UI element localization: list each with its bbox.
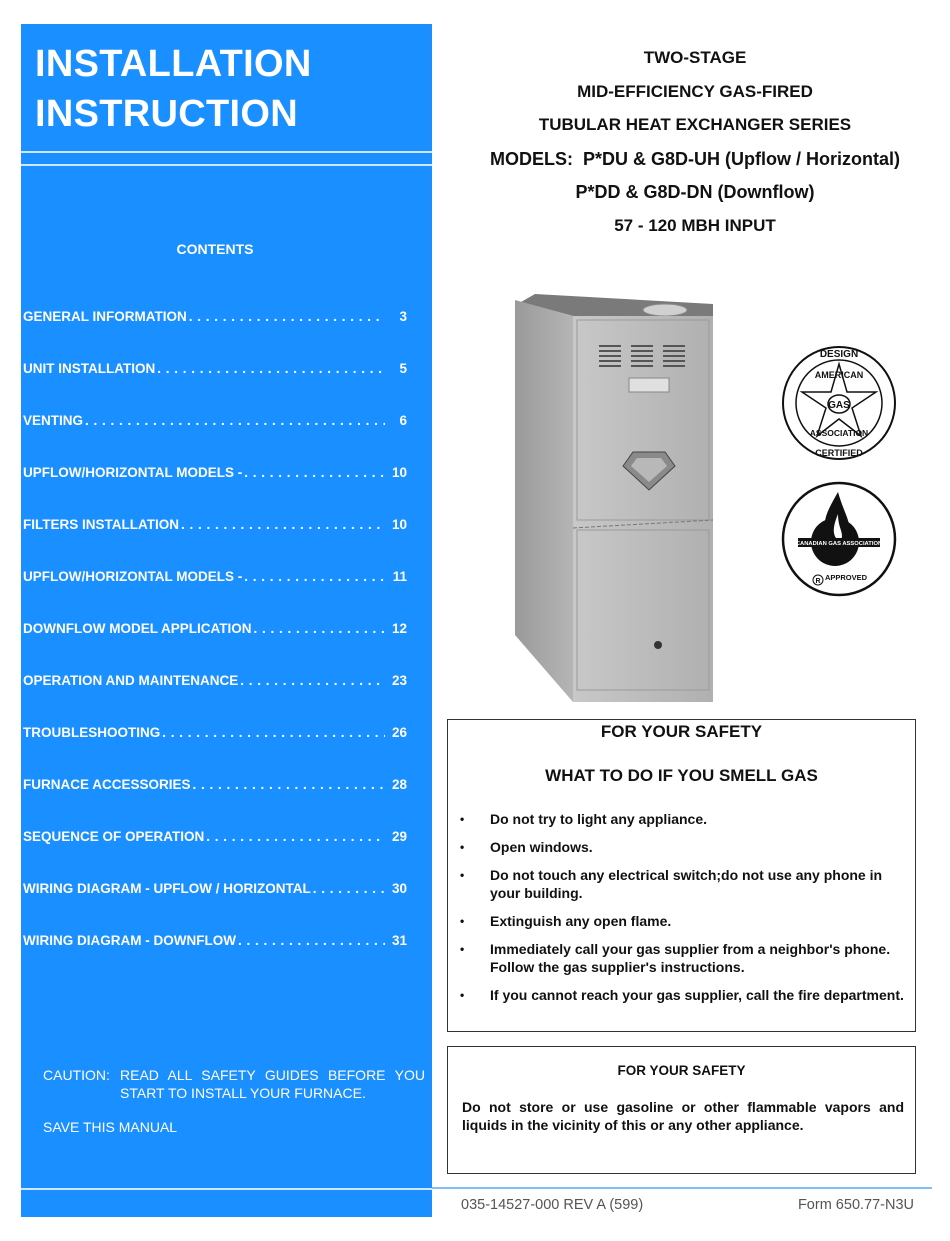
bullet-icon: •: [460, 942, 465, 956]
toc-label: UPFLOW/HORIZONTAL MODELS -: [23, 569, 243, 584]
toc-item[interactable]: [23, 777, 407, 797]
bullet-icon: •: [460, 868, 465, 882]
toc-label: OPERATION AND MAINTENANCE: [23, 673, 239, 688]
toc-item[interactable]: [23, 621, 407, 641]
toc-item[interactable]: [23, 829, 407, 849]
svg-text:APPROVED: APPROVED: [824, 573, 868, 582]
toc-page: 29: [391, 829, 407, 844]
divider: [21, 164, 432, 166]
toc-page: 10: [391, 465, 407, 480]
toc-item[interactable]: [23, 361, 407, 381]
toc-item[interactable]: [23, 413, 407, 433]
list-item-text: Do not try to light any appliance.: [490, 811, 708, 827]
caution-notice: [43, 1066, 425, 1102]
toc-leader: [191, 777, 385, 792]
safety-subtitle: WHAT TO DO IF YOU SMELL GAS: [545, 766, 818, 785]
safety-title: FOR YOUR SAFETY: [617, 1063, 746, 1078]
list-item: [460, 866, 906, 902]
toc-leader: [179, 517, 385, 532]
toc-leader: [187, 309, 385, 324]
toc-leader: [311, 881, 385, 896]
cover-sidebar: [21, 24, 432, 1217]
safety-text: Do not store or use gasoline or other flammable vapors and liquids in the vicinity of this or any other appliance.: [462, 1099, 904, 1133]
toc-page: 23: [391, 673, 407, 688]
toc-leader: [155, 361, 385, 376]
toc-leader: [236, 933, 385, 948]
toc-label: UNIT INSTALLATION: [23, 361, 156, 376]
divider: [21, 151, 432, 153]
toc-item[interactable]: [23, 517, 407, 537]
list-item-text: Immediately call your gas supplier from a neighbor's phone. Follow the gas supplier's instructions.: [490, 941, 891, 975]
bullet-icon: •: [460, 988, 465, 1002]
divider: [21, 1188, 432, 1190]
toc-item[interactable]: [23, 673, 407, 693]
safety-instructions-list: [460, 810, 906, 1014]
list-item: [460, 912, 906, 930]
toc-page: 10: [391, 517, 407, 532]
toc-label: WIRING DIAGRAM - UPFLOW / HORIZONTAL: [23, 881, 311, 896]
toc-label: UPFLOW/HORIZONTAL MODELS -: [23, 465, 243, 480]
svg-text:AMERICAN: AMERICAN: [814, 370, 864, 380]
furnace-image: [513, 290, 713, 702]
safety-title: FOR YOUR SAFETY: [600, 722, 763, 741]
models-line-2: P*DD & G8D-DN (Downflow): [575, 182, 815, 202]
svg-text:DESIGN: DESIGN: [819, 349, 859, 360]
models-line-1: MODELS: P*DU & G8D-UH (Upflow / Horizontal): [490, 148, 900, 169]
input-rating: 57 - 120 MBH INPUT: [614, 215, 776, 235]
gas-safety-warning-box: [447, 719, 916, 1032]
toc-page: 31: [391, 933, 407, 948]
toc-leader: [204, 829, 385, 844]
list-item-text: Open windows.: [490, 839, 593, 855]
svg-text:CANADIAN GAS ASSOCIATION: CANADIAN GAS ASSOCIATION: [795, 541, 883, 547]
toc-label: DOWNFLOW MODEL APPLICATION: [23, 621, 252, 636]
toc-item[interactable]: [23, 725, 407, 745]
toc-label: GENERAL INFORMATION: [23, 309, 187, 324]
toc-label: WIRING DIAGRAM - DOWNFLOW: [23, 933, 236, 948]
svg-text:CERTIFIED: CERTIFIED: [815, 448, 863, 458]
title-line-1: INSTALLATION: [35, 43, 312, 85]
bullet-icon: •: [460, 840, 465, 854]
list-item: [460, 838, 906, 856]
part-number: 035-14527-000 REV A (599): [461, 1197, 644, 1213]
form-number: Form 650.77-N3U: [797, 1197, 914, 1213]
product-heading: [440, 46, 950, 247]
svg-text:GAS: GAS: [828, 400, 850, 411]
toc-label: FILTERS INSTALLATION: [23, 517, 179, 532]
aga-certified-seal-icon: [780, 344, 898, 462]
toc-label: TROUBLESHOOTING: [23, 725, 161, 740]
list-item-text: Do not touch any electrical switch;do not use any phone in your building.: [490, 867, 883, 901]
toc-leader: [160, 725, 385, 740]
toc-label: FURNACE ACCESSORIES: [23, 777, 191, 792]
toc-page: 3: [399, 309, 407, 324]
list-item: [460, 986, 906, 1004]
document-title: [21, 24, 432, 151]
list-item: [460, 810, 906, 828]
toc-page: 6: [399, 413, 407, 428]
toc-page: 11: [392, 569, 407, 584]
toc-item[interactable]: [23, 569, 407, 589]
toc-leader: [242, 465, 385, 480]
toc-item[interactable]: [23, 309, 407, 329]
toc-label: SEQUENCE OF OPERATION: [23, 829, 205, 844]
flammable-vapors-warning-box: [447, 1046, 916, 1174]
product-line-2: MID-EFFICIENCY GAS-FIRED: [577, 81, 813, 101]
toc-item[interactable]: [23, 465, 407, 485]
bullet-icon: •: [460, 812, 465, 826]
toc-item[interactable]: [23, 881, 407, 901]
toc-page: 26: [391, 725, 407, 740]
toc-item[interactable]: [23, 933, 407, 953]
caution-text: READ ALL SAFETY GUIDES BEFORE YOU START TO INSTALL YOUR FURNACE.: [120, 1067, 425, 1101]
bullet-icon: •: [460, 914, 465, 928]
toc-leader: [242, 569, 385, 584]
product-line-3: TUBULAR HEAT EXCHANGER SERIES: [538, 115, 852, 134]
list-item-text: If you cannot reach your gas supplier, call the fire department.: [490, 987, 904, 1003]
title-line-2: INSTRUCTION: [35, 93, 298, 135]
caution-label: CAUTION:: [43, 1067, 110, 1083]
toc-page: 5: [399, 361, 407, 376]
svg-text:ASSOCIATION: ASSOCIATION: [809, 428, 869, 438]
toc-leader: [251, 621, 385, 636]
cga-approved-seal-icon: [780, 480, 898, 598]
contents-heading: CONTENTS: [176, 241, 254, 257]
toc-page: 28: [391, 777, 407, 792]
toc-page: 12: [391, 621, 407, 636]
footer-divider: [432, 1187, 932, 1189]
list-item-text: Extinguish any open flame.: [490, 913, 672, 929]
toc-page: 30: [391, 881, 407, 896]
save-manual-note: SAVE THIS MANUAL: [43, 1119, 178, 1135]
toc-leader: [83, 413, 385, 428]
svg-text:R: R: [815, 578, 821, 585]
toc-leader: [238, 673, 385, 688]
list-item: [460, 940, 906, 976]
product-line-1: TWO-STAGE: [643, 48, 747, 67]
toc-label: VENTING: [23, 413, 84, 428]
